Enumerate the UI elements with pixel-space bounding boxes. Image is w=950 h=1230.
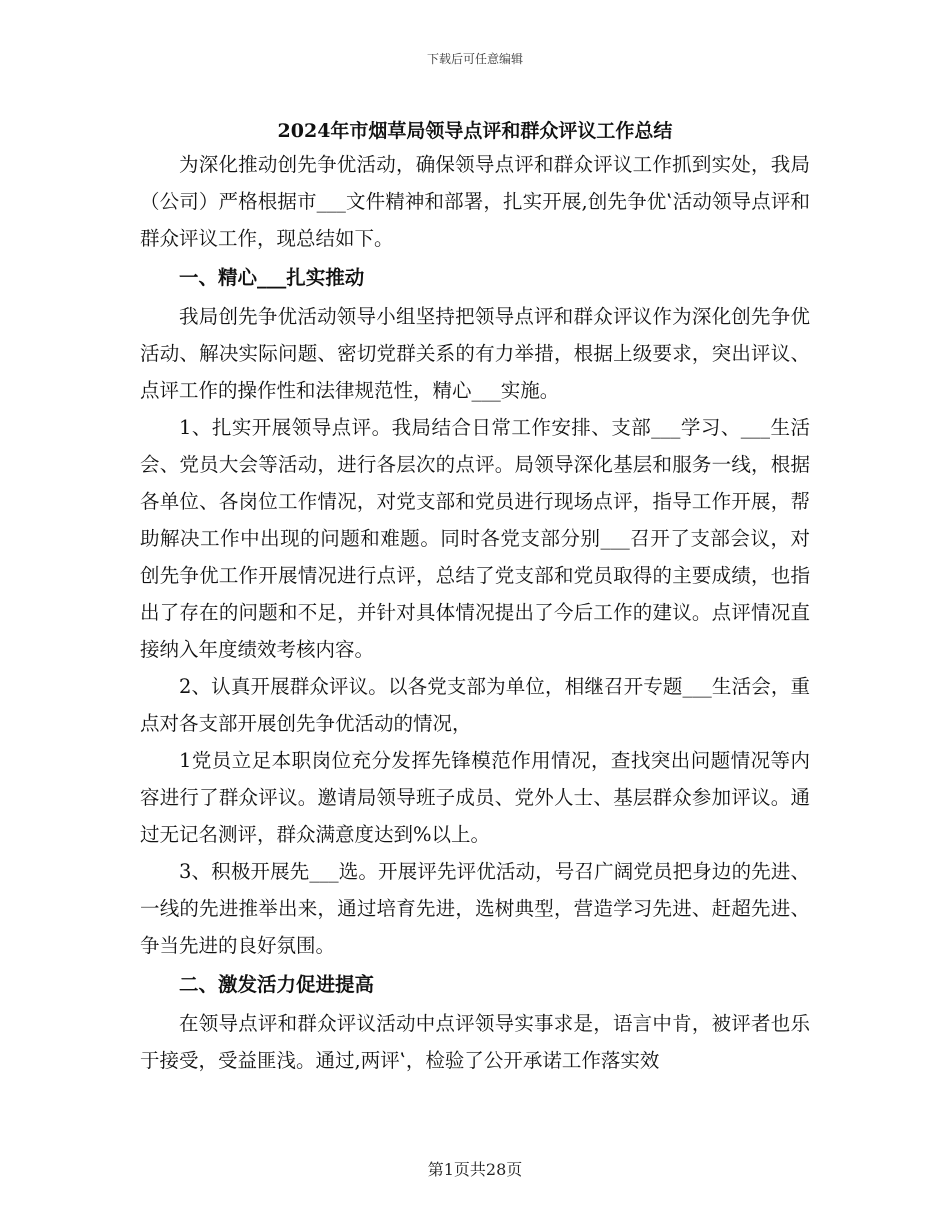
paragraph-section-1: 我局创先争优活动领导小组坚持把领导点评和群众评议作为深化创先争优活动、解决实际问题、密切党群关系的有力举措，根据上级要求，突出评议、点评工作的操作性和法律规范性，精心___实施。 — [140, 305, 810, 402]
document-title: 2024年市烟草局领导点评和群众评议工作总结 — [277, 120, 673, 142]
paragraph-section-2: 在领导点评和群众评议活动中点评领导实事求是，语言中肯，被评者也乐于接受，受益匪浅。通过,两评‛，检验了公开承诺工作落实效 — [140, 1012, 810, 1072]
paragraph-item-3: 3、积极开展先___选。开展评先评优活动，号召广阔党员把身边的先进、一线的先进推举出来，通过培育先进，选树典型，营造学习先进、赶超先进、争当先进的良好氛围。 — [140, 860, 810, 957]
document-body — [140, 146, 810, 1079]
section-heading-2: 二、激发活力促进提高 — [179, 973, 375, 996]
paragraph-item-2-continued: 1党员立足本职岗位充分发挥先锋模范作用情况，查找突出问题情况等内容进行了群众评议。邀请局领导班子成员、党外人士、基层群众参加评议。通过无记名测评，群众满意度达到%以上。 — [140, 749, 810, 846]
section-heading-1: 一、精心___扎实推动 — [179, 266, 365, 289]
paragraph-item-2: 2、认真开展群众评议。以各党支部为单位，相继召开专题___生活会，重点对各支部开展创先争优活动的情况， — [140, 675, 810, 735]
paragraph-intro: 为深化推动创先争优活动，确保领导点评和群众评议工作抓到实处，我局（公司）严格根据市___文件精神和部署，扎实开展,创先争优‛活动领导点评和群众评议工作，现总结如下。 — [140, 153, 810, 250]
page-header-note: 下载后可任意编辑 — [426, 52, 523, 66]
page-number: 第1页共28页 — [427, 1160, 523, 1179]
paragraph-item-1: 1、扎实开展领导点评。我局结合日常工作安排、支部___学习、___生活会、党员大会等活动，进行各层次的点评。局领导深化基层和服务一线，根据各单位、各岗位工作情况，对党支部和党员进行现场点评，指导工作开展，帮助解决工作中出现的问题和难题。同时各党支部分别___召开了支部会议，对创先争优工作开展情况进行点评，总结了党支部和党员取得的主要成绩，也指出了存在的问题和不足，并针对具体情况提出了今后工作的建议。点评情况直接纳入年度绩效考核内容。 — [140, 416, 810, 661]
